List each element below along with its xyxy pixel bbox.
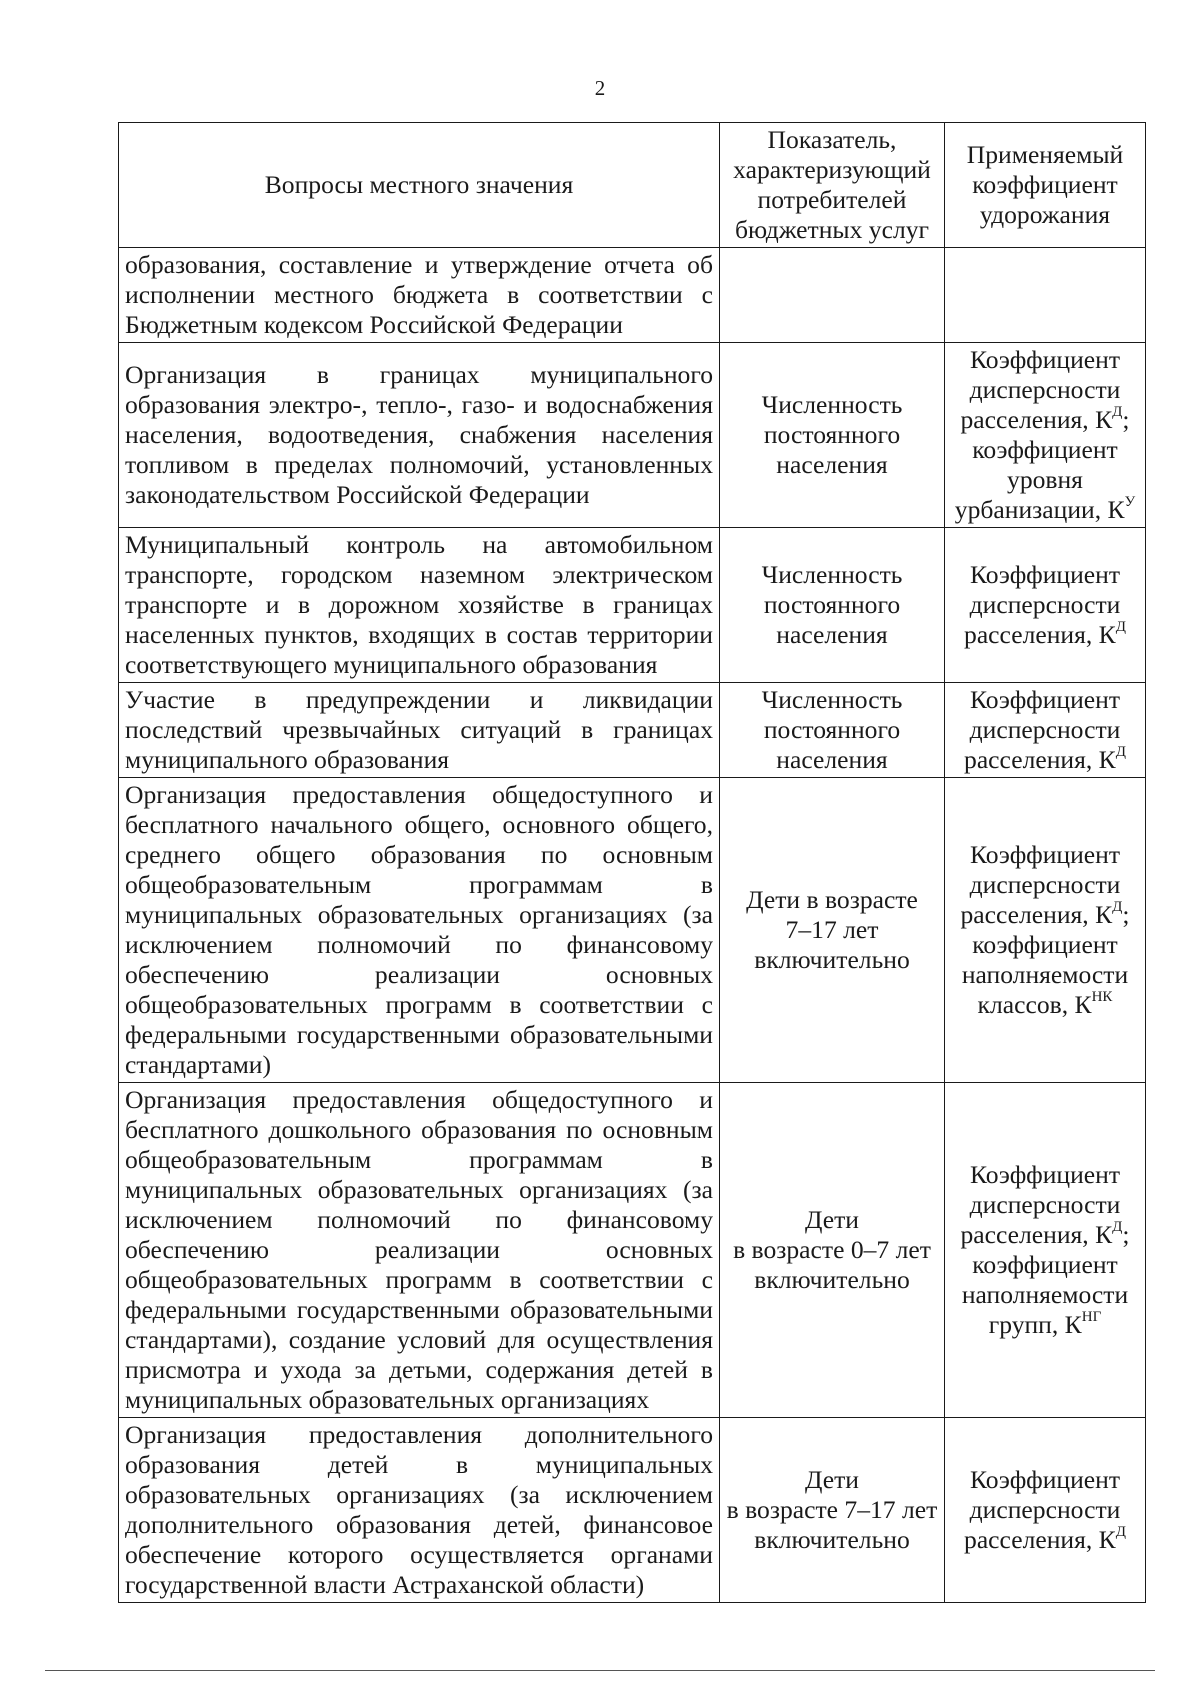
coefficient-text: урбанизации, К [954,495,1125,524]
coefficient-text: наполняемости [961,1280,1129,1309]
coefficient-cell [945,1418,1146,1603]
coefficient-text: Коэффициент [969,1160,1121,1189]
coefficient-line [951,435,1139,465]
coefficient-superscript: НГ [1081,1309,1102,1326]
coefficient-line [951,960,1139,990]
indicator-line: постоянного [763,590,901,619]
coefficient-superscript: Д [1115,744,1126,761]
coefficient-cell [945,778,1146,1083]
coefficient-superscript: НК [1091,989,1113,1006]
table-row [119,528,1146,683]
header-indicator: Показатель, характеризующий потребителей бюджетных услуг [720,123,945,248]
coefficient-line [951,930,1139,960]
table-header [119,123,1146,248]
indicator-line: включительно [754,1525,910,1554]
table-row [119,1418,1146,1603]
indicator-line: включительно [754,1265,910,1294]
indicator-line: в возрасте 7–17 лет [726,1495,938,1524]
coefficient-line [951,560,1139,590]
indicator-line: Численность [761,685,903,714]
coefficient-punctuation: ; [1122,1220,1130,1249]
coefficient-line [951,1310,1139,1340]
coefficient-line [951,745,1139,775]
indicator-cell [720,248,945,343]
coefficient-line [951,1220,1139,1250]
table-body [119,248,1146,1603]
coefficient-line [951,870,1139,900]
indicator-cell [720,1418,945,1603]
coefficient-line [951,405,1139,435]
table-row [119,1083,1146,1418]
coefficient-text: Коэффициент [969,840,1121,869]
header-row [119,123,1146,248]
coefficient-line [951,590,1139,620]
table-row [119,343,1146,528]
coefficient-cell [945,528,1146,683]
coefficient-text: Коэффициент [969,560,1121,589]
indicator-line: Численность [761,390,903,419]
indicator-line: Дети [804,1205,859,1234]
coefficient-text: дисперсности [969,1190,1121,1219]
coefficient-line [951,840,1139,870]
coefficient-line [951,685,1139,715]
table-row [119,778,1146,1083]
coefficient-superscript: Д [1112,899,1123,916]
local-issue-cell: Муниципальный контроль на автомобильном транспорте, городском наземном электрическом транспорте и в дорожном хозяйстве в границах населенных пунктов, входящих в состав территории соответствующего муниципального образования [119,528,720,683]
coefficient-superscript: Д [1115,619,1126,636]
indicator-line: Дети в возрасте [746,885,918,914]
coefficient-text: расселения, К [960,405,1113,434]
coefficient-cell [945,683,1146,778]
coefficient-text: расселения, К [960,900,1113,929]
indicator-line: постоянного [763,715,901,744]
coefficient-line [951,1160,1139,1190]
coefficient-cell [945,1083,1146,1418]
coefficient-text: расселения, К [964,1525,1116,1554]
coefficient-superscript: Д [1112,404,1123,421]
coefficient-line [951,620,1139,650]
coefficient-text: дисперсности [969,715,1121,744]
page-number: 2 [594,76,606,100]
coefficient-line [951,465,1139,495]
table-row [119,248,1146,343]
coefficient-line [951,900,1139,930]
coefficient-line [951,345,1139,375]
coefficient-text: уровня [1007,465,1083,494]
coefficient-superscript: Д [1115,1524,1126,1541]
indicator-cell [720,343,945,528]
indicator-line: населения [776,620,888,649]
coefficient-text: дисперсности [969,375,1121,404]
local-issue-cell: образования, составление и утверждение отчета об исполнении местного бюджета в соответствии с Бюджетным кодексом Российской Федерации [119,248,720,343]
coefficient-line [951,990,1139,1020]
coefficient-line [951,1525,1139,1555]
coefficient-line [951,1465,1139,1495]
coefficient-line [951,1250,1139,1280]
indicator-cell [720,1083,945,1418]
coefficient-text: Коэффициент [969,345,1121,374]
table-row [119,683,1146,778]
indicator-cell [720,528,945,683]
local-issue-cell: Организация предоставления общедоступного и бесплатного начального общего, основного общего, среднего общего образования по основным общеобразовательным программам в муниципальных образовательных организациях (за исключением полномочий по финансовому обеспечению реализации основных общеобразовательных программ в соответствии с федеральными государственными образовательными стандартами) [119,778,720,1083]
indicator-line: Дети [804,1465,859,1494]
coefficient-text: коэффициент [972,930,1118,959]
coefficient-line [951,1190,1139,1220]
indicator-line: 7–17 лет [785,915,879,944]
coefficient-text: дисперсности [969,1495,1121,1524]
local-issue-cell: Участие в предупреждении и ликвидации последствий чрезвычайных ситуаций в границах муниципального образования [119,683,720,778]
coefficient-cell [945,248,1146,343]
coefficient-text: коэффициент [972,435,1118,464]
coefficient-superscript: Д [1112,1219,1123,1236]
coefficient-text: дисперсности [969,590,1121,619]
indicator-line: включительно [754,945,910,974]
coefficient-line [951,715,1139,745]
footer-divider [45,1670,1155,1671]
coefficient-line [951,375,1139,405]
coefficient-text: коэффициент [972,1250,1118,1279]
coefficient-superscript: У [1124,494,1136,511]
coefficient-line [951,1495,1139,1525]
coefficient-text: наполняемости [961,960,1129,989]
indicator-line: населения [776,745,888,774]
coefficient-text: расселения, К [960,1220,1113,1249]
local-issue-cell: Организация предоставления дополнительного образования детей в муниципальных образовательных организациях (за исключением дополнительного образования детей, финансовое обеспечение которого осуществляется органами государственной власти Астраханской области) [119,1418,720,1603]
indicator-line: Численность [761,560,903,589]
local-issue-cell: Организация предоставления общедоступного и бесплатного дошкольного образования по основным общеобразовательным программам в муниципальных образовательных организациях (за исключением полномочий по финансовому обеспечению реализации основных общеобразовательных программ в соответствии с федеральными государственными образовательными стандартами), создание условий для осуществления присмотра и ухода за детьми, содержания детей в муниципальных образовательных организациях [119,1083,720,1418]
header-local-issues: Вопросы местного значения [119,123,720,248]
coefficient-punctuation: ; [1122,405,1130,434]
indicator-cell [720,683,945,778]
coefficient-text: расселения, К [964,745,1116,774]
coefficient-punctuation: ; [1122,900,1130,929]
indicator-line: постоянного [763,420,901,449]
local-issue-cell: Организация в границах муниципального образования электро-, тепло-, газо- и водоснабжения населения, водоотведения, снабжения населения топливом в пределах полномочий, установленных законодательством Российской Федерации [119,343,720,528]
coefficient-text: Коэффициент [969,1465,1121,1494]
header-coefficient: Применяемый коэффициент удорожания [945,123,1146,248]
coefficient-line [951,495,1139,525]
coefficient-line [951,1280,1139,1310]
coefficient-text: Коэффициент [969,685,1121,714]
coefficient-text: расселения, К [964,620,1116,649]
indicator-line: в возрасте 0–7 лет [733,1235,931,1264]
local-issues-table [118,122,1146,1603]
coefficient-cell [945,343,1146,528]
coefficient-text: дисперсности [969,870,1121,899]
indicator-line: населения [776,450,888,479]
coefficient-text: групп, К [988,1310,1082,1339]
indicator-cell [720,778,945,1083]
coefficient-text: классов, К [977,990,1092,1019]
